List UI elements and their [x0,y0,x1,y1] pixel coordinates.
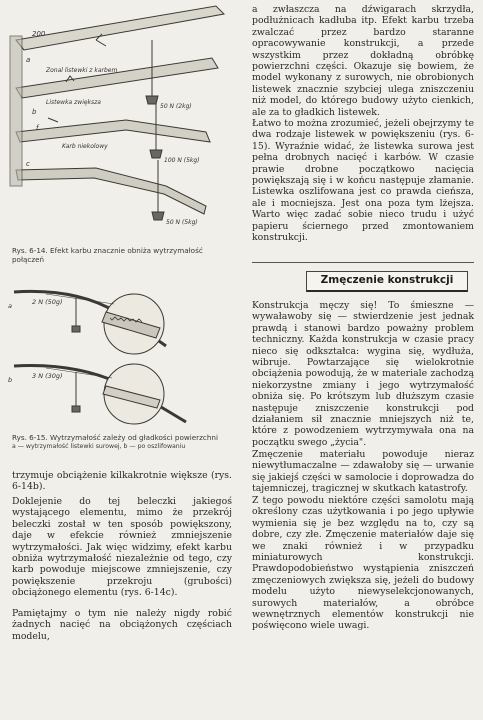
right-paragraph-3: Konstrukcja męczy się! To śmieszne — wywaławoby się — stwierdzenie jest jednak prawdą i stanowi bardzo poważny problem techniczny. Każda konstrukcja w czasie pracy nieco się odkształca: wygina się, wydłuża, wibruje. Powtarzające się wielokrotnie obciążenia powodują, że w materiale zachodzą niekorzystne zmiany i jego wytrzymałość obniża się. Po krótszym lub dłuższym czasie następuje zniszczenie konstrukcji pod działaniem sił znacznie mniejszych niż te, które z powodzeniem wytrzymywała ona na początku swego „życia". [252,300,474,448]
figure-2-caption [12,433,232,451]
right-paragraph-5: Z tego powodu niektóre części samolotu mają określony czas użytkowania i po jego upływie wymienia się je bez względu na to, czy są dobre, czy złe. Zmęczenie materiałów daje się we znaki również i w przypadku miniaturowych konstrukcji. Prawdopodobieństwo wystąpienia zniszczeń zmęczeniowych zwiększa się, jeżeli do budowy modelu użyto niewyselekcjonowanych, surowych materiałów, a obróbce wewnętrznych elementów konstrukcji nie poświęcono wiele uwagi. [252,495,474,632]
section-heading: Zmęczenie konstrukcji [320,274,454,286]
fig1-label-load3: 50 N (5kg) [166,219,198,226]
figure-surface-smoothness [6,282,232,430]
fig1-label-load1: 50 N (2kg) [160,103,192,110]
board-bent [16,168,206,214]
figure-2-caption-sub: a — wytrzymałość listewki surowej, b — po oszlifowaniu [12,443,186,450]
fig1-label-zoo-a: 200 [32,30,46,38]
left-paragraph-1: trzymuje obciążenie kilkakrotnie większe (rys. 6-14b). [12,470,232,493]
right-paragraph-2: Łatwo to można zrozumieć, jeżeli obejrzymy te dwa rodzaje listewek w powiększeniu (rys. 6-15). Wyraźnie widać, że listewka surowa jest pełna drobnych nacięć i karbów. W czasie prawie drobne początkowo nacięcia powiększają się i w końcu następuje złamanie. Listewka oszlifowana jest co prawda cieńsza, ale i mocniejsza. Jest ona poza tym lżejsza. Warto więc zadać sobie nieco trudu i użyć papieru ściernego przed zmontowaniem konstrukcji. [252,118,474,244]
figure-2-caption-main: Rys. 6-15. Wytrzymałość zależy od gładkości powierzchni [12,433,218,442]
fig1-label-f: f [36,124,39,132]
fig1-label-karb: Karb niekolowy [62,143,108,150]
right-paragraph-4: Zmęczenie materiału powoduje nieraz niewytłumaczalne — zdawałoby się — urwanie się jakiejś części w samolocie i doprowadza do tajemniczej, tragicznej w skutkach katastrofy. [252,449,474,495]
fig1-label-zonal: Zonal listewki z karbem [46,67,118,74]
support-block [10,36,22,186]
section-heading-box [306,271,468,292]
board-b [16,58,218,98]
left-paragraph-2: Doklejenie do tej beleczki jakiegoś wystającego elementu, mimo że przekrój beleczki został w ten sposób powiększony, daje w efekcie również zmniejszenie wytrzymałości. Jak więc widzimy, efekt karbu obniża wytrzymałość niezależnie od tego, czy karb powoduje miejscowe zmniejszenie, czy powiększenie przekroju (grubości) obciążonego elementu (rys. 6-14c). [12,496,232,599]
fig2-label-load-a: 2 N (50g) [32,298,63,306]
fig2-label-load-b: 3 N (30g) [32,372,63,380]
weight-3 [152,212,164,220]
board-c [16,120,210,142]
fig1-label-load2: 100 N (5kg) [164,157,200,164]
fig1-label-b: b [32,108,37,116]
fig1-label-c: c [26,160,30,168]
section-divider [252,262,474,263]
figure-notch-effect [6,0,232,240]
fig2-label-b: b [8,376,13,384]
weight-2 [150,150,162,158]
board-a [16,6,224,50]
left-paragraph-3: Pamiętajmy o tym nie należy nigdy robić żadnych nacięć na obciążonych częściach modelu, [12,608,232,642]
weight-1 [146,96,158,104]
fig1-label-a: a [26,56,31,64]
figure-1-caption: Rys. 6-14. Efekt karbu znacznie obniża wytrzymałość połączeń [12,246,203,264]
fig2-label-a: a [8,302,12,310]
right-paragraph-1: a zwłaszcza na dźwigarach skrzydła, podłużnicach kadłuba itp. Efekt karbu trzeba zwalczać przez bardzo staranne opracowywanie konstrukcji, a przede wszystkim przez dokładną obróbkę powierzchni części. Okazuje się bowiem, że model wykonany z surowych, nie obrobionych listewek znacznie szybciej ulega zniszczeniu niż model, do którego budowy użyto cienkich, ale za to gładkich listewek. [252,4,474,118]
fig1-label-zwykla: Listewka zwiększa [46,99,101,106]
